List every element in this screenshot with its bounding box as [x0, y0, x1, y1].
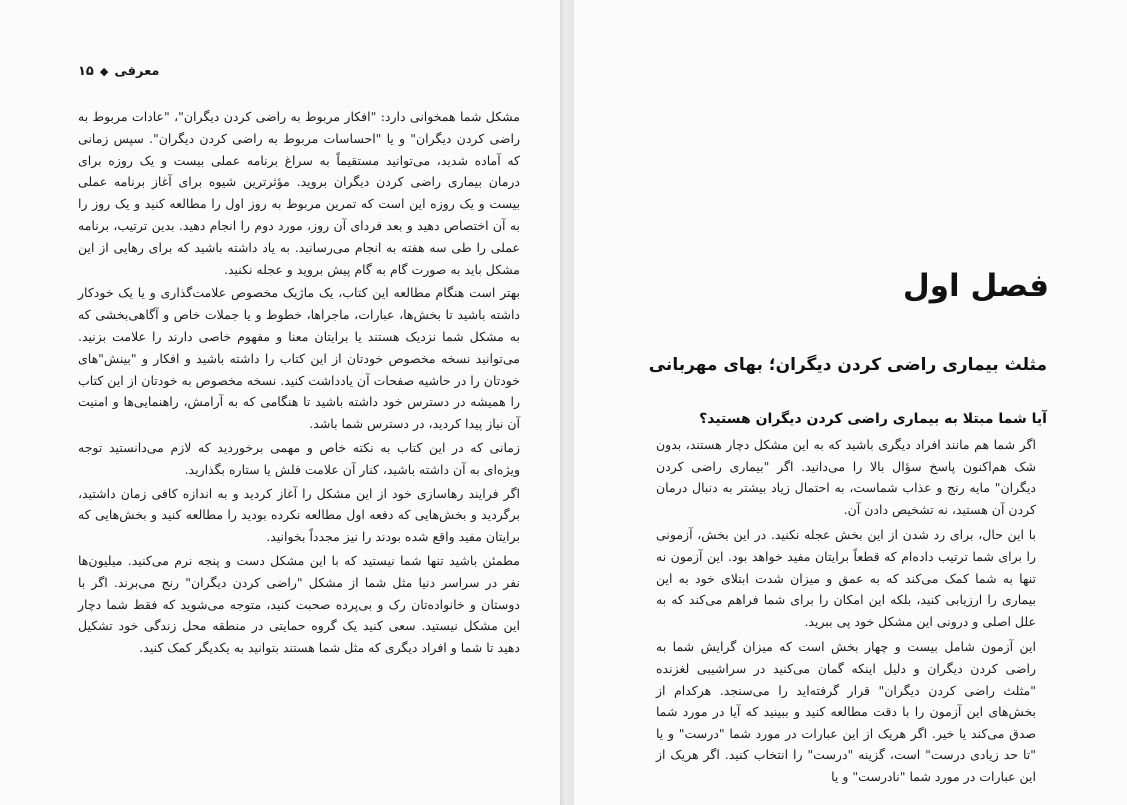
- running-header: [78, 64, 159, 79]
- paragraph: با این حال، برای رد شدن از این بخش عجله نکنید. در این بخش، آزمونی را برای شما ترتیب داده‌ام که قطعاً برایتان مفید خواهد بود. این آزمون نه تنها به شما کمک می‌کند که به عمق و میزان شدت ابتلای خود به این بیماری را ارزیابی کنید، بلکه این امکان را برای شما فراهم می‌کند که به علل اصلی و درونی این مشکل خود پی ببرید.: [656, 527, 1036, 629]
- chapter-title: فصل اول: [902, 268, 1049, 304]
- paragraph: اگر شما هم مانند افراد دیگری باشید که به این مشکل دچار هستند، بدون شک هم‌اکنون پاسخ سؤال بالا را می‌دانید. اگر "بیماری راضی کردن دیگران" مایه رنج و عذاب شماست، به احتمال زیاد بیشتر به دنبال درمان کردن آن هستید، نه تشخیص دادن آن.: [656, 437, 1036, 517]
- paragraph: این آزمون شامل بیست و چهار بخش است که میزان گرایش شما به راضی کردن دیگران و دلیل اینکه گمان می‌کنید در سراشیبی لغزنده "مثلث راضی کردن دیگران" قرار گرفته‌اید را می‌سنجد. هرکدام از بخش‌های این آزمون را با دقت مطالعه کنید و ببینید که آیا در مورد شما صدق می‌کند یا خیر. اگر هریک از این عبارات در مورد شما "درست" و یا "تا حد زیادی درست" است، گزینه "درست" را انتخاب کنید. اگر هریک از این عبارات در مورد شما "نادرست" و یا: [656, 639, 1036, 784]
- header-title: معرفی: [114, 64, 160, 79]
- paragraph: زمانی که در این کتاب به نکته خاص و مهمی برخوردید که لازم می‌دانستید توجه ویژه‌ای به آن داشته باشید، کنار آن علامت فلش یا ستاره بگذارید.: [78, 439, 520, 477]
- question-heading: آیا شما مبتلا به بیماری راضی کردن دیگران هستید؟: [699, 411, 1047, 427]
- left-body-text: [78, 106, 520, 659]
- left-page: [0, 0, 560, 805]
- paragraph: اگر فرایند رهاسازی خود از این مشکل را آغاز کردید و به اندازه کافی زمان داشتید، برگردید و بخش‌هایی که دفعه اول مطالعه نکرده بودید را مطالعه کنید و بخش‌هایی که برایتان مفید واقع شده بودند را نیز مجدداً بخوانید.: [78, 485, 520, 545]
- book-gutter: [560, 0, 574, 805]
- paragraph: مطمئن باشید تنها شما نیستید که با این مشکل دست و پنجه نرم می‌کنید. میلیون‌ها نفر در سراسر دنیا مثل شما از مشکل "راضی کردن دیگران" رنج می‌برند. اگر با دوستان و خانواده‌تان رک و بی‌پرده صحبت کنید، متوجه می‌شوید که فقط شما دچار این مشکل نیستید. سعی کنید یک گروه حمایتی در منطقه محل زندگی خود تشکیل دهید تا شما و افراد دیگری که مثل شما هستند بتوانید به یکدیگر کمک کنید.: [78, 552, 520, 656]
- right-body-text: [656, 434, 1036, 788]
- paragraph: مشکل شما همخوانی دارد: "افکار مربوط به راضی کردن دیگران"، "عادات مربوط به راضی کردن دیگران" و یا "احساسات مربوط به راضی کردن دیگران". سپس زمانی که آماده شدید، می‌توانید مستقیماً به سراغ برنامه عملی بیست و یک روزه برای درمان بیماری راضی کردن دیگران بروید. مؤثرترین شیوه برای آغاز برنامه عملی بیست و یک روزه این است که تمرین مربوط به روز اول را مطالعه کنید و یک روز را به آن اختصاص دهید و بعد فردای آن روز، مورد دوم را انجام دهید. بدین ترتیب، برنامه عملی را طی سه هفته به انجام می‌رسانید. به یاد داشته باشید که برای رهایی از این مشکل باید به صورت گام به گام پیش بروید و عجله نکنید.: [78, 109, 520, 277]
- section-title: مثلث بیماری راضی کردن دیگران؛ بهای مهربانی: [648, 355, 1047, 375]
- diamond-ornament-icon: ◆: [99, 65, 109, 78]
- paragraph: بهتر است هنگام مطالعه این کتاب، یک ماژیک مخصوص علامت‌گذاری و یا یک خودکار داشته باشید تا بخش‌ها، عبارات، ماجراها، خطوط و یا جملات خاص و آگاهی‌بخشی که به مشکل شما نزدیک هستند یا برایتان معنا و مفهوم خاصی دارند را علامت بزنید. می‌توانید نسخه مخصوص خودتان از این کتاب را داشته باشید و افکار و "بینش"های خودتان را در حاشیه صفحات آن یادداشت کنید. نسخه مخصوص به خودتان از این کتاب را همیشه در دسترس خود داشته باشید تا هنگامی که به آرامش، راهنمایی‌ها و امنیت آن نیاز پیدا کردید، در دسترس شما باشد.: [78, 285, 520, 432]
- page-number: ۱۵: [78, 64, 94, 79]
